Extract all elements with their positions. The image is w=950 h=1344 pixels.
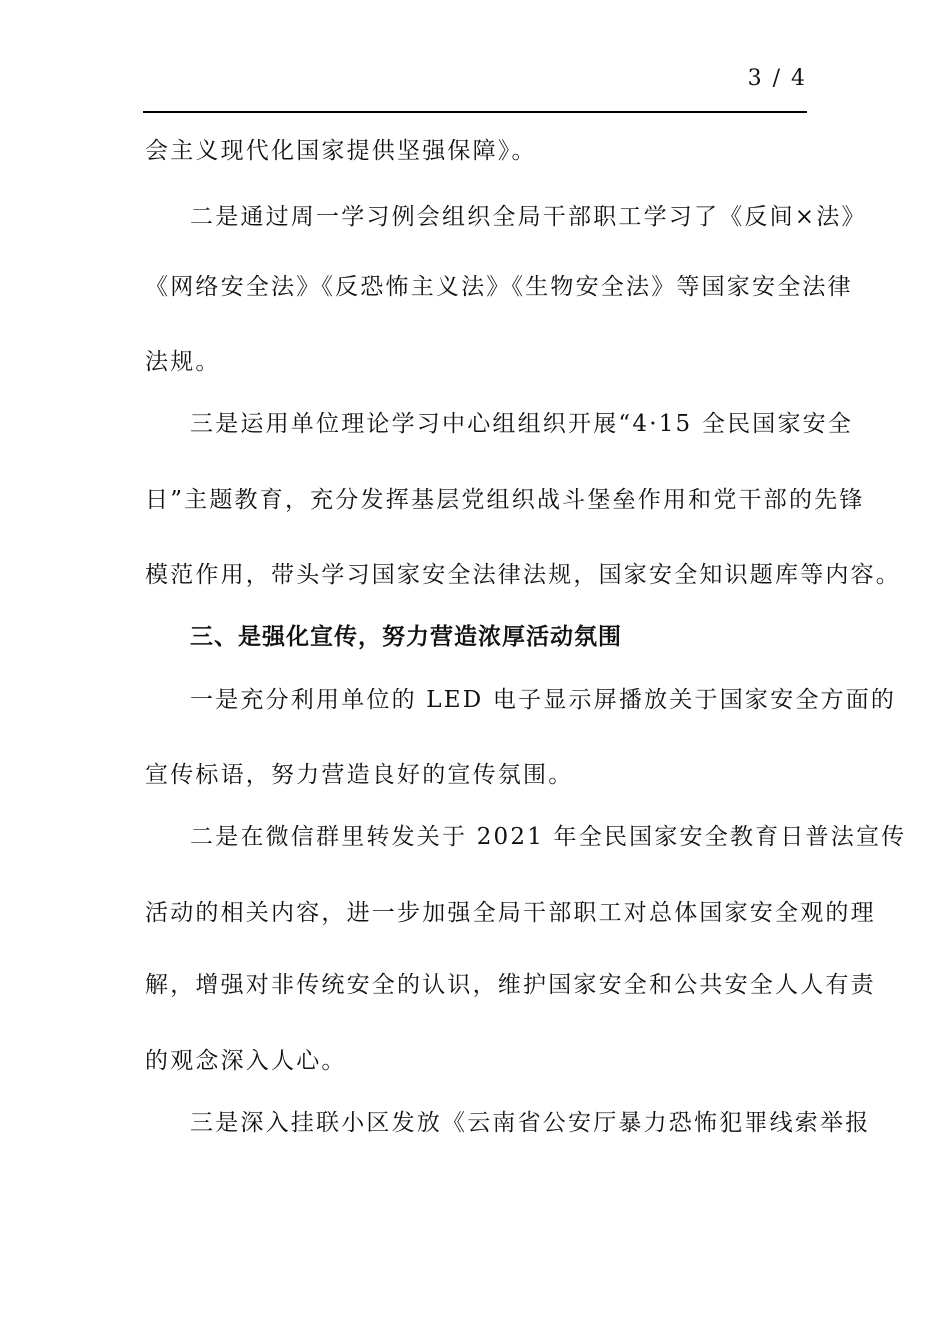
paragraph-line: 《网络安全法》《反恐怖主义法》《生物安全法》等国家安全法律 [145, 274, 853, 300]
section-heading: 三、是强化宣传，努力营造浓厚活动氛围 [190, 624, 622, 650]
paragraph-line: 的观念深入人心。 [145, 1048, 347, 1074]
paragraph-line: 二是在微信群里转发关于 2021 年全民国家安全教育日普法宣传 [190, 824, 907, 850]
paragraph-line: 活动的相关内容，进一步加强全局干部职工对总体国家安全观的理 [145, 900, 876, 926]
paragraph-line: 日”主题教育，充分发挥基层党组织战斗堡垒作用和党干部的先锋 [145, 487, 865, 513]
paragraph-line: 模范作用，带头学习国家安全法律法规，国家安全知识题库等内容。 [145, 562, 901, 588]
paragraph-line: 三是运用单位理论学习中心组组织开展“4·15 全民国家安全 [190, 411, 854, 437]
header-rule [143, 111, 807, 113]
page-number: 3 / 4 [747, 66, 807, 91]
paragraph-line: 二是通过周一学习例会组织全局干部职工学习了《反间×法》 [190, 204, 867, 230]
paragraph-line: 宣传标语，努力营造良好的宣传氛围。 [145, 762, 574, 788]
paragraph-line: 三是深入挂联小区发放《云南省公安厅暴力恐怖犯罪线索举报 [190, 1110, 871, 1136]
paragraph-line: 会主义现代化国家提供坚强保障》。 [145, 138, 537, 164]
paragraph-line: 解，增强对非传统安全的认识，维护国家安全和公共安全人人有责 [145, 972, 876, 998]
paragraph-line: 一是充分利用单位的 LED 电子显示屏播放关于国家安全方面的 [190, 687, 897, 713]
paragraph-line: 法规。 [145, 349, 221, 375]
